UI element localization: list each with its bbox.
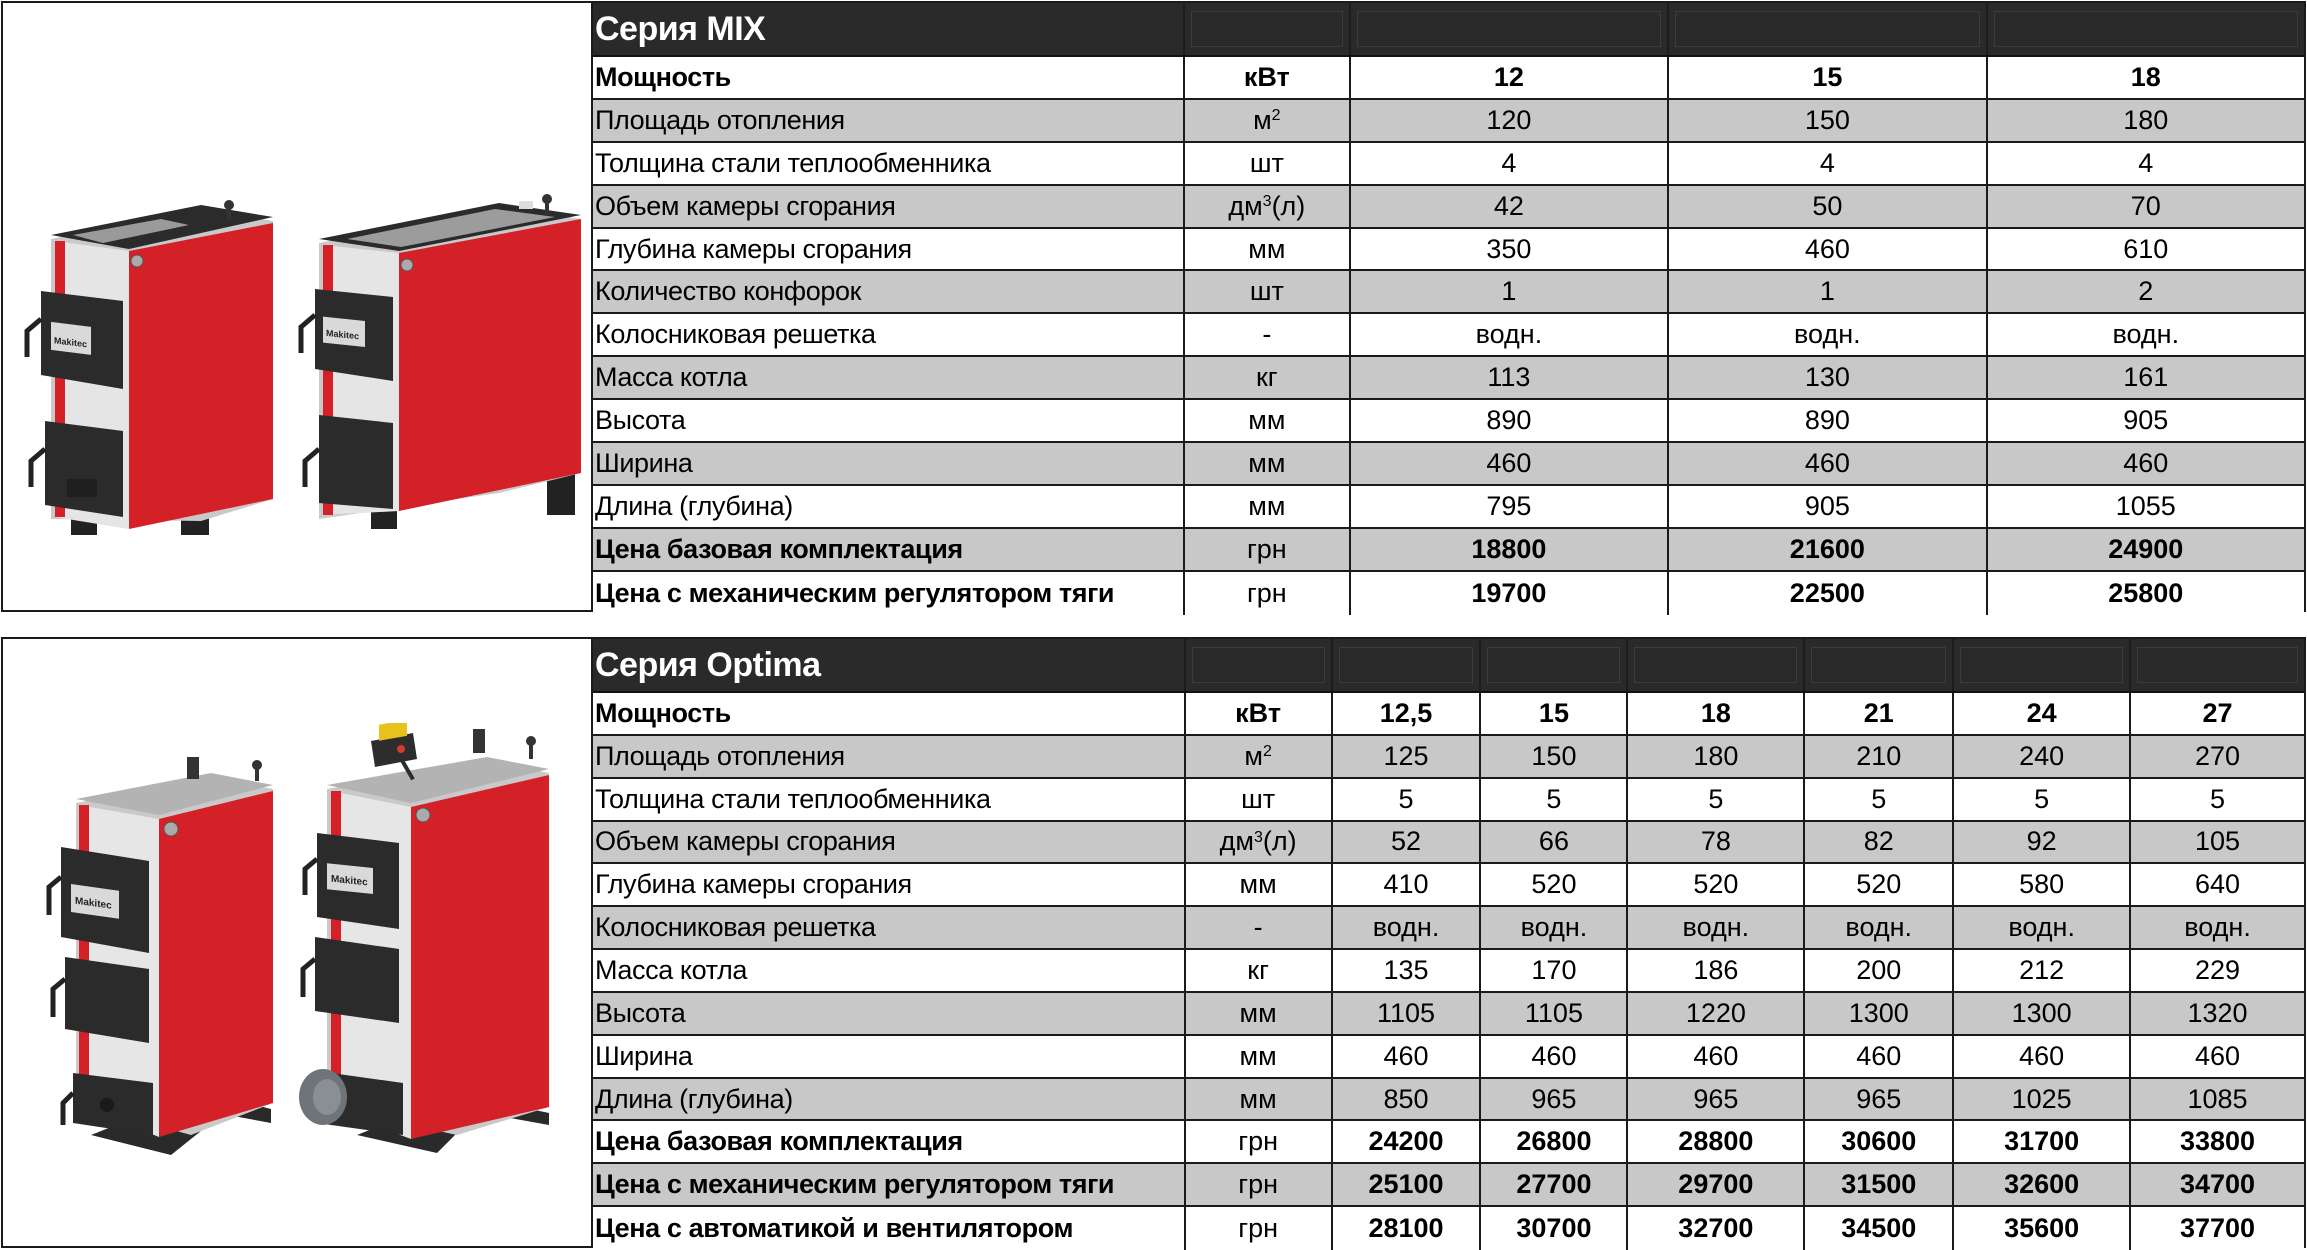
spec-row [593,529,2304,572]
spec-unit [1184,1207,1331,1250]
header-cell [1349,3,1667,55]
spec-value: 965 [1803,1079,1952,1120]
header-cell-decoration [1811,647,1946,683]
spec-value: 5 [1331,779,1480,820]
spec-value: 5 [1479,779,1626,820]
spec-value: 905 [1667,486,1985,527]
spec-unit [1183,57,1349,98]
spec-label: Глубина камеры сгорания [595,869,912,900]
header-cell [1184,639,1331,691]
spec-label: Количество конфорок [595,276,862,307]
spec-value: 410 [1331,864,1480,905]
spec-unit [1184,993,1331,1034]
spec-value: 15 [1479,693,1626,734]
spec-value: 350 [1349,229,1667,270]
spec-value: 5 [2129,779,2304,820]
spec-value: водн. [1952,907,2129,948]
unit-text: мм [1239,1083,1277,1114]
spec-value: 29700 [1626,1164,1803,1205]
mix-boiler-image-2 [289,193,589,533]
mix-boiler-image-1 [11,199,281,539]
spec-value: 70 [1986,186,2304,227]
unit-text: - [1262,319,1272,350]
spec-value: 640 [2129,864,2304,905]
optima-boiler-image-1 [21,743,281,1163]
spec-value: 42 [1349,186,1667,227]
spec-value: 32600 [1952,1164,2129,1205]
optima-series-title: Серия Optima [595,646,821,684]
spec-value: 210 [1803,736,1952,777]
unit-text: мм [1248,447,1286,478]
spec-unit [1184,779,1331,820]
unit-suffix: (л) [1271,190,1306,221]
spec-value: 460 [1952,1036,2129,1077]
header-cell-decoration [1192,647,1325,683]
spec-value: 24200 [1331,1121,1480,1162]
spec-unit [1184,1164,1331,1205]
automatic-controller-icon [371,723,417,780]
spec-row [593,822,2304,865]
spec-row [593,57,2304,100]
spec-value: 27 [2129,693,2304,734]
spec-value: 21 [1803,693,1952,734]
spec-value: 4 [1667,143,1985,184]
spec-label: Колосниковая решетка [595,912,876,943]
spec-value: водн. [1667,314,1985,355]
spec-row [593,572,2304,615]
series-mix-section [1,1,2306,612]
header-cell [1479,639,1626,691]
unit-text: м [1253,104,1272,135]
spec-label: Цена с механическим регулятором тяги [595,1169,1115,1200]
optima-product-image [3,639,591,1246]
spec-label: Ширина [595,447,693,478]
spec-value: 580 [1952,864,2129,905]
spec-label: Цена базовая комплектация [595,1126,963,1157]
spec-value: 135 [1331,950,1480,991]
spec-value: 28800 [1626,1121,1803,1162]
spec-value: 186 [1626,950,1803,991]
header-cell-decoration [1357,11,1661,47]
spec-row [593,357,2304,400]
spec-label: Глубина камеры сгорания [595,233,912,264]
header-cell-decoration [1994,11,2298,47]
spec-label: Высота [595,405,686,436]
spec-label: Объем камеры сгорания [595,826,896,857]
spec-value: 270 [2129,736,2304,777]
optima-rows [593,693,2304,1246]
spec-unit [1183,100,1349,141]
spec-label: Толщина стали теплообменника [595,147,991,178]
header-cell-decoration [1487,647,1620,683]
spec-value: 229 [2129,950,2304,991]
header-cell-decoration [1675,11,1979,47]
makitec-logo-text: Makitec [54,335,87,350]
spec-value: 35600 [1952,1207,2129,1250]
spec-value: 26800 [1479,1121,1626,1162]
spec-value: 28100 [1331,1207,1480,1250]
spec-value: 82 [1803,822,1952,863]
spec-value: 52 [1331,822,1480,863]
unit-text: мм [1239,1040,1277,1071]
header-cell [1986,3,2304,55]
unit-text: кВт [1243,61,1290,92]
spec-value: 37700 [2129,1207,2304,1250]
spec-value: 1105 [1479,993,1626,1034]
spec-row [593,1036,2304,1079]
unit-text: кг [1255,362,1278,393]
spec-unit [1184,822,1331,863]
unit-superscript: 3 [1262,193,1272,211]
spec-row [593,864,2304,907]
spec-row [593,1164,2304,1207]
spec-value: 5 [1803,779,1952,820]
header-cell [1183,3,1349,55]
spec-row [593,186,2304,229]
unit-text: мм [1239,869,1277,900]
unit-text: шт [1249,147,1284,178]
unit-text: м [1244,740,1263,771]
spec-value: 130 [1667,357,1985,398]
spec-label: Длина (глубина) [595,490,793,521]
spec-row [593,693,2304,736]
spec-value: 460 [1667,443,1985,484]
spec-value: 5 [1626,779,1803,820]
spec-label: Высота [595,997,686,1028]
unit-superscript: 2 [1262,743,1272,761]
spec-value: 610 [1986,229,2304,270]
spec-value: водн. [1803,907,1952,948]
spec-unit [1183,143,1349,184]
unit-text: грн [1238,1213,1278,1244]
spec-value: водн. [1479,907,1626,948]
spec-row [593,993,2304,1036]
spec-label: Колосниковая решетка [595,319,876,350]
spec-value: 161 [1986,357,2304,398]
unit-text: грн [1238,1126,1278,1157]
spec-unit [1184,950,1331,991]
spec-value: 520 [1479,864,1626,905]
unit-text: грн [1246,533,1287,564]
header-cell [2129,639,2304,691]
spec-value: 180 [1986,100,2304,141]
unit-text: шт [1249,276,1284,307]
spec-value: 890 [1667,400,1985,441]
makitec-logo-text: Makitec [75,895,112,912]
spec-label: Мощность [595,61,731,92]
spec-value: 2 [1986,271,2304,312]
header-cell [1803,639,1952,691]
spec-value: 18800 [1349,529,1667,570]
spec-value: 30700 [1479,1207,1626,1250]
unit-text: дм [1219,826,1254,857]
optima-header-row [593,639,2304,693]
spec-unit [1184,864,1331,905]
unit-text: мм [1239,997,1277,1028]
spec-value: 1320 [2129,993,2304,1034]
spec-row [593,100,2304,143]
spec-value: 1220 [1626,993,1803,1034]
header-cell [1667,3,1985,55]
spec-value: 30600 [1803,1121,1952,1162]
spec-label: Цена с механическим регулятором тяги [595,577,1115,608]
spec-unit [1184,1121,1331,1162]
spec-value: 105 [2129,822,2304,863]
mix-series-title: Серия MIX [595,10,766,48]
spec-value: 24 [1952,693,2129,734]
spec-value: 1 [1667,271,1985,312]
unit-superscript: 3 [1253,828,1263,846]
spec-value: 1 [1349,271,1667,312]
spec-value: 965 [1479,1079,1626,1120]
unit-text: кВт [1235,697,1282,728]
header-cell-decoration [1960,647,2123,683]
spec-value: 31500 [1803,1164,1952,1205]
spec-label: Ширина [595,1040,693,1071]
spec-value: 460 [1349,443,1667,484]
spec-label: Площадь отопления [595,104,845,135]
spec-row [593,1207,2304,1250]
spec-value: 32700 [1626,1207,1803,1250]
spec-value: 240 [1952,736,2129,777]
spec-label: Цена с автоматикой и вентилятором [595,1213,1074,1244]
spec-label: Цена базовая комплектация [595,533,963,564]
spec-row [593,271,2304,314]
spec-unit [1183,186,1349,227]
spec-label: Мощность [595,697,731,728]
mix-header-row [593,3,2304,57]
spec-value: 460 [2129,1036,2304,1077]
spec-value: 1300 [1952,993,2129,1034]
unit-text: грн [1238,1169,1278,1200]
spec-unit [1183,357,1349,398]
unit-text: кг [1247,954,1269,985]
spec-label: Объем камеры сгорания [595,190,896,221]
spec-label: Площадь отопления [595,740,845,771]
spec-unit [1183,400,1349,441]
spec-value: 25100 [1331,1164,1480,1205]
spec-value: 5 [1952,779,2129,820]
optima-boiler-image-2 [287,723,577,1163]
spec-value: 12,5 [1331,693,1480,734]
spec-unit [1184,1079,1331,1120]
makitec-logo-text: Makitec [326,327,359,342]
spec-value: 850 [1331,1079,1480,1120]
spec-unit [1183,443,1349,484]
spec-unit [1183,486,1349,527]
spec-value: 15 [1667,57,1985,98]
spec-value: 19700 [1349,572,1667,615]
mix-product-image [3,3,591,610]
spec-unit [1183,572,1349,615]
spec-row [593,1121,2304,1164]
mix-spec-table [591,3,2304,610]
spec-value: 33800 [2129,1121,2304,1162]
spec-value: 1105 [1331,993,1480,1034]
spec-row [593,443,2304,486]
spec-value: 4 [1986,143,2304,184]
spec-unit [1184,1036,1331,1077]
series-optima-section [1,637,2306,1248]
spec-value: 520 [1803,864,1952,905]
spec-value: 34500 [1803,1207,1952,1250]
spec-unit [1183,529,1349,570]
spec-label: Толщина стали теплообменника [595,783,991,814]
spec-value: 150 [1667,100,1985,141]
spec-value: 520 [1626,864,1803,905]
spec-unit [1183,271,1349,312]
header-cell [1626,639,1803,691]
spec-label: Масса котла [595,362,748,393]
spec-value: 18 [1986,57,2304,98]
spec-row [593,486,2304,529]
spec-row [593,1079,2304,1122]
spec-label: Длина (глубина) [595,1083,793,1114]
spec-unit [1183,229,1349,270]
spec-value: 78 [1626,822,1803,863]
spec-value: 92 [1952,822,2129,863]
unit-text: - [1253,912,1263,943]
spec-unit [1184,736,1331,777]
spec-row [593,950,2304,993]
makitec-logo-text: Makitec [331,873,368,889]
spec-value: 24900 [1986,529,2304,570]
unit-text: мм [1248,233,1286,264]
unit-suffix: (л) [1262,826,1297,857]
header-cell [1952,639,2129,691]
spec-value: 1300 [1803,993,1952,1034]
spec-value: водн. [1986,314,2304,355]
spec-value: 905 [1986,400,2304,441]
spec-value: 965 [1626,1079,1803,1120]
spec-row [593,736,2304,779]
spec-row [593,907,2304,950]
optima-spec-table [591,639,2304,1246]
spec-value: 27700 [1479,1164,1626,1205]
spec-value: 12 [1349,57,1667,98]
spec-value: 460 [1986,443,2304,484]
spec-value: 21600 [1667,529,1985,570]
spec-value: 212 [1952,950,2129,991]
spec-unit [1183,314,1349,355]
header-cell-decoration [1634,647,1797,683]
unit-text: шт [1241,783,1276,814]
spec-unit [1184,693,1331,734]
spec-value: водн. [1349,314,1667,355]
spec-value: 150 [1479,736,1626,777]
mix-rows [593,57,2304,610]
spec-value: 460 [1626,1036,1803,1077]
spec-value: 200 [1803,950,1952,991]
spec-value: 180 [1626,736,1803,777]
spec-value: 25800 [1986,572,2304,615]
unit-text: грн [1246,577,1287,608]
spec-row [593,229,2304,272]
spec-row [593,143,2304,186]
spec-value: водн. [1331,907,1480,948]
spec-value: 120 [1349,100,1667,141]
spec-unit [1184,907,1331,948]
spec-value: 1055 [1986,486,2304,527]
spec-label: Масса котла [595,954,748,985]
spec-value: 460 [1667,229,1985,270]
header-cell [1331,639,1480,691]
spec-value: 460 [1479,1036,1626,1077]
spec-value: водн. [1626,907,1803,948]
spec-value: 460 [1331,1036,1480,1077]
spec-value: 170 [1479,950,1626,991]
spec-value: 890 [1349,400,1667,441]
spec-value: 31700 [1952,1121,2129,1162]
spec-value: 113 [1349,357,1667,398]
header-cell-decoration [2137,647,2298,683]
unit-superscript: 2 [1271,107,1281,125]
spec-value: 34700 [2129,1164,2304,1205]
header-cell-decoration [1339,647,1474,683]
unit-text: дм [1228,190,1263,221]
spec-value: 795 [1349,486,1667,527]
spec-value: 1025 [1952,1079,2129,1120]
spec-value: 1085 [2129,1079,2304,1120]
spec-value: 125 [1331,736,1480,777]
header-cell-decoration [1191,11,1343,47]
spec-value: 50 [1667,186,1985,227]
spec-value: водн. [2129,907,2304,948]
unit-text: мм [1248,405,1286,436]
unit-text: мм [1248,490,1286,521]
spec-row [593,400,2304,443]
spec-value: 22500 [1667,572,1985,615]
spec-row [593,314,2304,357]
spec-value: 18 [1626,693,1803,734]
spec-row [593,779,2304,822]
fan-icon [299,1069,347,1125]
spec-value: 460 [1803,1036,1952,1077]
spec-value: 4 [1349,143,1667,184]
spec-value: 66 [1479,822,1626,863]
